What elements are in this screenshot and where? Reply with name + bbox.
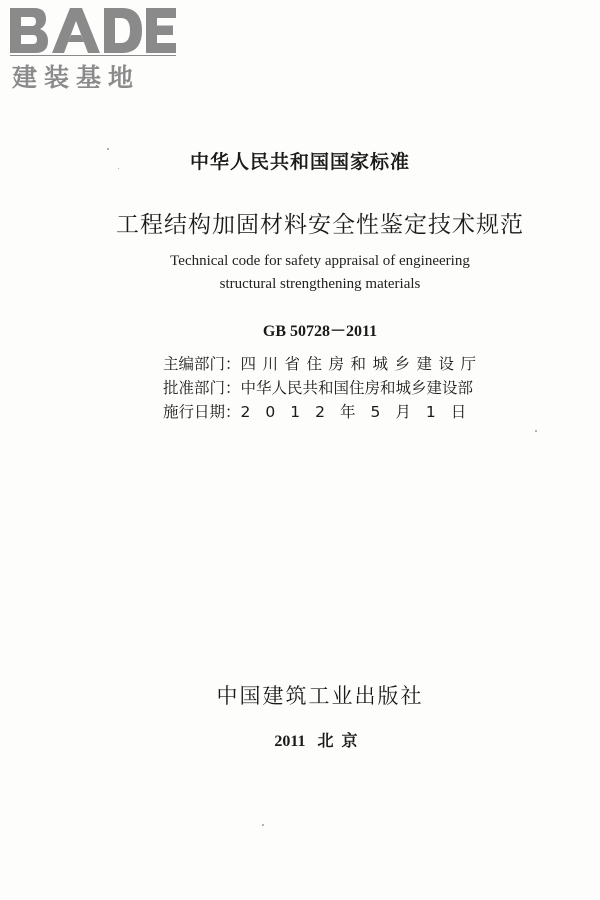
title-english-line-2: structural strengthening materials [219, 276, 421, 292]
info-key: 批准部门 [163, 379, 226, 397]
scan-speck [107, 148, 109, 150]
publication-year: 2011 [274, 733, 306, 750]
publication-year-city [20, 728, 600, 751]
bade-logo [8, 6, 178, 92]
info-value: 2012年5月1日 [240, 403, 482, 421]
info-separator: ： [225, 379, 241, 397]
scan-speck [118, 168, 119, 169]
publisher: 中国建筑工业出版社 [216, 684, 424, 708]
info-block [163, 352, 483, 424]
info-separator: ： [225, 355, 241, 373]
bade-logo-subtitle: 建装基地 [12, 63, 141, 92]
standard-code: GB 50728－2011 [262, 323, 378, 340]
info-row-effective-date [163, 400, 483, 424]
scan-speck [262, 824, 264, 826]
info-separator: ： [225, 403, 241, 421]
info-value: 四川省住房和城乡建设厅 [240, 355, 483, 373]
info-key: 施行日期 [163, 403, 226, 421]
info-value: 中华人民共和国住房和城乡建设部 [240, 379, 474, 397]
info-row-chief-department [163, 352, 483, 376]
info-row-approving-department [163, 376, 483, 400]
publication-city: 北京 [317, 733, 366, 750]
scan-speck [535, 430, 537, 432]
info-key: 主编部门 [163, 355, 226, 373]
standard-category: 中华人民共和国国家标准 [189, 151, 410, 173]
title-english-line-1: Technical code for safety appraisal of engineering [170, 253, 470, 269]
title-chinese: 工程结构加固材料安全性鉴定技术规范 [116, 212, 524, 238]
bade-logo-mark [8, 6, 178, 56]
